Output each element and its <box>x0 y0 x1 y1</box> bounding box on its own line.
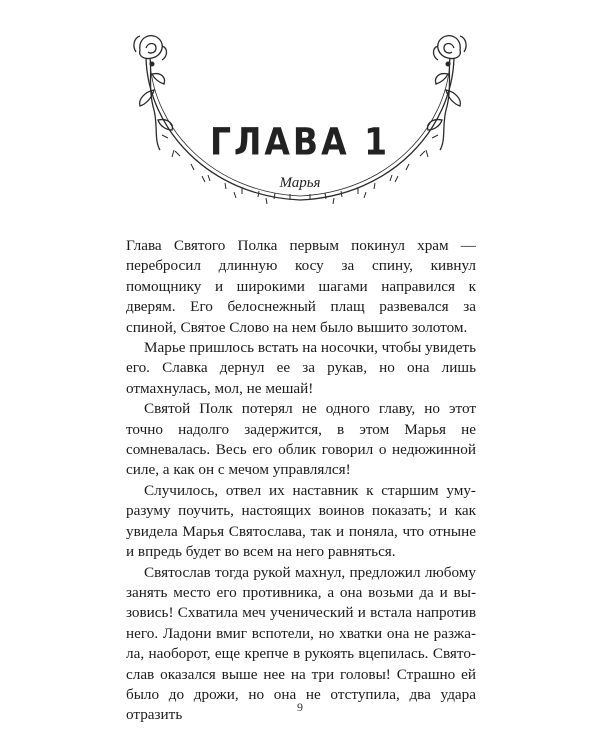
chapter-title: ГЛАВА 1 <box>209 119 391 164</box>
chapter-subtitle: Марья <box>279 175 321 191</box>
page-number: 9 <box>297 700 303 714</box>
paragraph: Случилось, отвел их наставник к старшим уму-разуму поучить, настоящих воинов показать; и как увидела Марья Святослава, так и поняла, что отныне и впредь будет во всем на него равняться. <box>126 481 476 561</box>
paragraph: Святослав тогда рукой махнул, предложил любому занять место его противника, а она возьми да и вызовись! Схватила меч ученический и встала напротив него. Ладони вмиг вспотели, но хватки она не разжала, наоборот, еще крепче в рукоять вцепилась. Святослав оказался выше нее на три головы! Страшно ей было до дрожи, но она не отступила, два удара отразить <box>126 563 476 724</box>
paragraph: Марье пришлось встать на носочки, чтобы увидеть его. Славка дернул ее за рукав, но она лишь отмахнулась, мол, не мешай! <box>126 339 476 397</box>
body-text <box>126 236 476 726</box>
paragraph: Святой Полк потерял не одного главу, но этот точно надолго задержится, в этом Марья не сомневалась. Весь его облик говорил о недюжинной силе, а как он с мечом управлялся! <box>126 400 476 479</box>
paragraph: Глава Святого Полка первым покинул храм — перебросил длинную косу за спину, кивнул помощнику и широкими шагами направился к дверям. Его белоснежный плащ развевался за спиной, Святое Слово на нем было вышито золотом. <box>126 237 476 336</box>
